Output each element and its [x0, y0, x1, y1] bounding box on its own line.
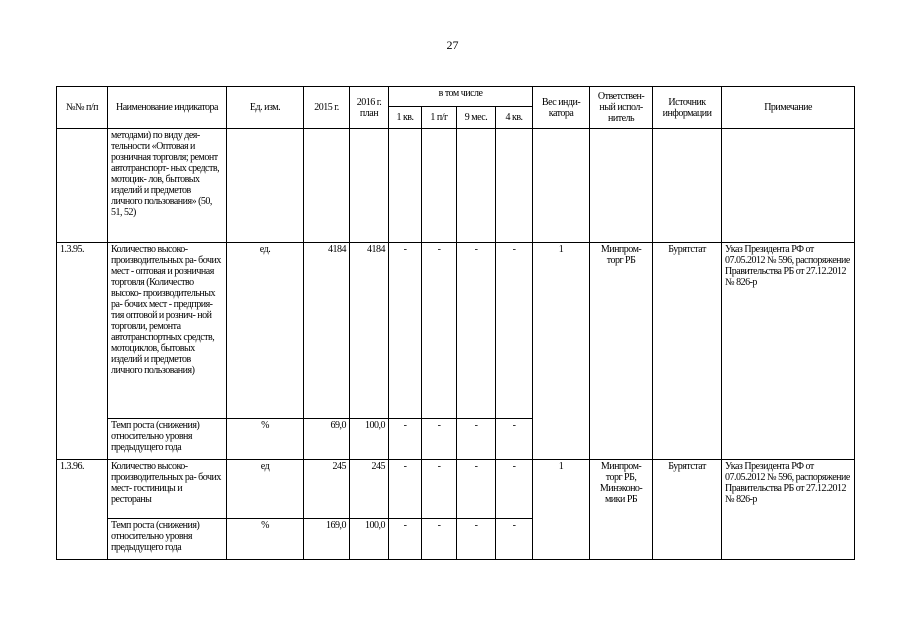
cell-q4: -	[496, 460, 533, 519]
cell-name: Темп роста (снижения) относительно уровня предыдущего года	[108, 519, 227, 560]
header-2015: 2015 г.	[304, 87, 350, 129]
table-row-continued	[57, 129, 855, 243]
header-h1: 1 п/г	[422, 107, 457, 129]
cell-unit	[227, 129, 304, 243]
cell-q4: -	[496, 519, 533, 560]
cell-unit: ед	[227, 460, 304, 519]
cell-responsible	[590, 129, 653, 243]
cell-name: Темп роста (снижения) относительно уровня предыдущего года	[108, 419, 227, 460]
cell-weight	[533, 129, 590, 243]
cell-num: 1.3.96.	[57, 460, 108, 560]
cell-q1: -	[389, 243, 422, 419]
cell-source: Бурятстат	[653, 460, 722, 560]
cell-unit: %	[227, 419, 304, 460]
cell-weight: 1	[533, 243, 590, 460]
cell-q1	[389, 129, 422, 243]
cell-2016	[350, 129, 389, 243]
cell-name: методами) по виду дея- тельности «Оптовая и розничная торговля; ремонт автотранспорт- ных средств, мотоцик- лов, бытовых изделий и предметов личного пользования» (50, 51, 52)	[108, 129, 227, 243]
header-source: Источник информации	[653, 87, 722, 129]
cell-h1: -	[422, 419, 457, 460]
header-name: Наименование индикатора	[108, 87, 227, 129]
cell-2016: 100,0	[350, 519, 389, 560]
header-9m: 9 мес.	[457, 107, 496, 129]
header-unit: Ед. изм.	[227, 87, 304, 129]
cell-q4	[496, 129, 533, 243]
cell-h1: -	[422, 460, 457, 519]
header-including: в том числе	[389, 87, 533, 107]
cell-q4: -	[496, 243, 533, 419]
cell-source	[653, 129, 722, 243]
cell-name: Количество высоко- производительных ра- бочих мест- гостиницы и рестораны	[108, 460, 227, 519]
cell-9m: -	[457, 419, 496, 460]
cell-h1	[422, 129, 457, 243]
indicators-table	[56, 86, 855, 560]
cell-num	[57, 129, 108, 243]
cell-2015: 4184	[304, 243, 350, 419]
cell-num: 1.3.95.	[57, 243, 108, 460]
cell-2016: 245	[350, 460, 389, 519]
header-note: Примечание	[722, 87, 855, 129]
cell-q1: -	[389, 519, 422, 560]
header-responsible: Ответствен- ный испол- нитель	[590, 87, 653, 129]
cell-q1: -	[389, 419, 422, 460]
header-q4: 4 кв.	[496, 107, 533, 129]
header-q1: 1 кв.	[389, 107, 422, 129]
cell-9m: -	[457, 243, 496, 419]
cell-2015	[304, 129, 350, 243]
cell-2016: 4184	[350, 243, 389, 419]
header-num: №№ п/п	[57, 87, 108, 129]
page-number: 27	[446, 38, 459, 52]
cell-unit: ед.	[227, 243, 304, 419]
header-2016: 2016 г. план	[350, 87, 389, 129]
cell-h1: -	[422, 519, 457, 560]
table-row	[57, 460, 855, 519]
cell-unit: %	[227, 519, 304, 560]
cell-q4: -	[496, 419, 533, 460]
cell-2015: 69,0	[304, 419, 350, 460]
cell-source: Бурятстат	[653, 243, 722, 460]
cell-2015: 169,0	[304, 519, 350, 560]
cell-note: Указ Президента РФ от 07.05.2012 № 596, распоряжение Правительства РБ от 27.12.2012 № 826-р	[722, 460, 855, 560]
cell-weight: 1	[533, 460, 590, 560]
cell-note	[722, 129, 855, 243]
cell-q1: -	[389, 460, 422, 519]
cell-9m	[457, 129, 496, 243]
cell-2016: 100,0	[350, 419, 389, 460]
cell-9m: -	[457, 460, 496, 519]
cell-9m: -	[457, 519, 496, 560]
cell-2015: 245	[304, 460, 350, 519]
header-row	[57, 87, 855, 107]
cell-responsible: Минпром- торг РБ	[590, 243, 653, 460]
header-weight: Вес инди- катора	[533, 87, 590, 129]
cell-responsible: Минпром- торг РБ, Минэконо- мики РБ	[590, 460, 653, 560]
cell-name: Количество высоко- производительных ра- бочих мест - оптовая и розничная торговля (Количество высоко- производительных ра- бочих мест - предприя- тия оптовой и рознич- ной торговли, ремонта автотранспортных средств, мотоциклов, бытовых изделий и предметов личного пользования)	[108, 243, 227, 419]
table-row	[57, 243, 855, 419]
cell-note: Указ Президента РФ от 07.05.2012 № 596, распоряжение Правительства РБ от 27.12.2012 № 826-р	[722, 243, 855, 460]
cell-h1: -	[422, 243, 457, 419]
